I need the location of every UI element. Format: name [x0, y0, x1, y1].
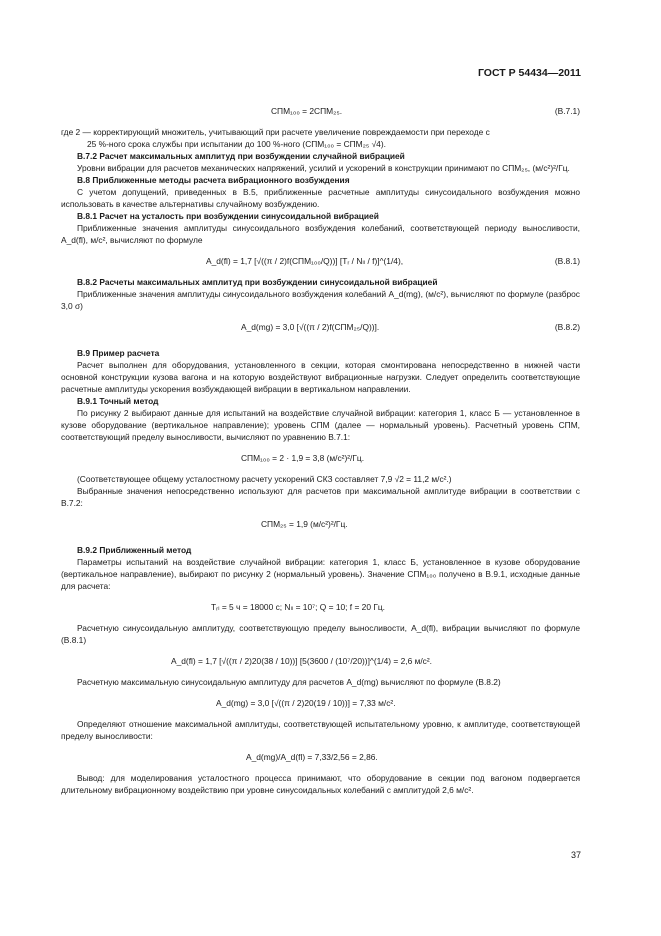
formula-b82: [61, 315, 580, 339]
section-note-b91: (Соответствующее общему усталостному расчету ускорений СКЗ составляет 7,9 √2 = 11,2 м/с².): [77, 474, 452, 484]
formula-b71: [61, 99, 580, 123]
formula-b81-number: (В.8.1): [554, 256, 580, 266]
section-heading-b9: В.9 Пример расчета: [77, 348, 160, 358]
document-code: ГОСТ Р 54434—2011: [477, 67, 581, 79]
section-text-b8: С учетом допущений, приведенных в В.5, приближенные расчетные амплитуды синусоидального возбуждения можно использовать в качестве альтернативы случайному возбуждению.: [61, 187, 580, 209]
section-text-b92: Параметры испытаний на воздействие случайной вибрации: категория 1, класс Б, установленное в кузове оборудование (вертикальное направление), выбирают по рисунку 2 (нормальный уровень). Значение СПМ₁₀₀ получено в В.9.1, исходные данные для расчета:: [61, 557, 580, 591]
section-text4-b92: Определяют отношение максимальной амплитуды, соответствующей испытательному уровню, к амплитуде, соответствующей пределу выносливости:: [61, 719, 580, 741]
section-text-b72: Уровни вибрации для расчетов механических напряжений, усилий и ускорений в конструкции принимают по СПМ₂₅, (м/с²)²/Гц.: [77, 163, 570, 173]
where-line-1: где 2 — корректирующий множитель, учитывающий при расчете увеличение повреждаемости при переходе с: [61, 127, 490, 137]
section-conclusion-b92: Вывод: для моделирования усталостного процесса принимают, что оборудование в секции под вагоном подвергается длительному вибрационному воздействию при уровне синусоидальных колебаний с амплитудой 2,6 м/с².: [61, 773, 580, 795]
main-content: [61, 96, 580, 796]
formula-b92-params: [61, 595, 580, 619]
section-text-b82: Приближенные значения амплитуды синусоидального возбуждения колебаний A_d(mg), (м/с²), вычисляют по формуле (разброс 3,0 σ): [61, 289, 580, 311]
formula-b82-number: (В.8.2): [554, 322, 580, 332]
section-heading-b82: В.8.2 Расчеты максимальных амплитуд при возбуждении синусоидальной вибрацией: [77, 277, 438, 287]
formula-b91-2-text: СПМ₂₅ = 1,9 (м/с²)²/Гц.: [261, 519, 348, 529]
formula-b92-params-text: Tᵣₗ = 5 ч = 18000 с; Nₗₗ = 10⁷; Q = 10; f = 20 Гц.: [211, 602, 385, 612]
formula-b91-text: СПМ₁₀₀ = 2 · 1,9 = 3,8 (м/с²)²/Гц.: [241, 453, 365, 463]
formula-b92-3: [61, 745, 580, 769]
section-text-b91: По рисунку 2 выбирают данные для испытаний на воздействие случайной вибрации: категория 1, класс Б — установленное в кузове оборудование (вертикальное направление); уровень СПМ (далее — нормальный уровень). Расчетный уровень СПМ, соответствующий пределу выносливости, вычисляют по уравнению В.7.1:: [61, 408, 580, 442]
formula-b92-2-text: A_d(mg) = 3,0 [√((π / 2)20(19 / 10))] = 7,33 м/с².: [216, 698, 396, 708]
section-heading-b81: В.8.1 Расчет на усталость при возбуждении синусоидальной вибрацией: [77, 211, 379, 221]
formula-b92-1: [61, 649, 580, 673]
formula-b81-text: A_d(fl) = 1,7 [√((π / 2)f(СПМ₁₀₀/Q))] [Tᵣ / Nₗₗ / f)]^(1/4),: [206, 256, 404, 266]
formula-b82-text: A_d(mg) = 3,0 [√((π / 2)f(СПМ₂₅/Q))].: [241, 322, 380, 332]
section-heading-b92: В.9.2 Приближенный метод: [77, 545, 192, 555]
where-line-2: 25 %-ного срока службы при испытании до 100 %-ного (СПМ₁₀₀ = СПМ₂₅ √4).: [87, 139, 386, 149]
section-text-b81: Приближенные значения амплитуды синусоидального возбуждения колебаний, соответствующей периоду выносливости, A_d(fl), м/с², вычисляют по формуле: [61, 223, 580, 245]
formula-b92-1-text: A_d(fl) = 1,7 [√((π / 2)20(38 / 10))] [5(3600 / (10⁷/20))]^(1/4) = 2,6 м/с².: [171, 656, 432, 666]
section-text2-b92: Расчетную синусоидальную амплитуду, соответствующую пределу выносливости, A_d(fl), вибрации вычисляют по формуле (В.8.1): [61, 623, 580, 645]
section-heading-b72: В.7.2 Расчет максимальных амплитуд при возбуждении случайной вибрацией: [77, 151, 405, 161]
section-heading-b91: В.9.1 Точный метод: [77, 396, 159, 406]
formula-b91-2: [61, 512, 580, 536]
formula-b92-3-text: A_d(mg)/A_d(fl) = 7,33/2,56 = 2,86.: [246, 752, 378, 762]
formula-b81: [61, 249, 580, 273]
section-text3-b92: Расчетную максимальную синусоидальную амплитуду для расчетов A_d(mg) вычисляют по формуле (В.8.2): [77, 677, 501, 687]
section-text-b9: Расчет выполнен для оборудования, установленного в секции, которая смонтирована непосредственно в нижней части основной конструкции кузова вагона и на которую воздействуют вибрационные нагрузки. Следует определить соответствующие расчетные амплитуды ускорения возбуждающей вибрации в вертикальном направлении.: [61, 360, 580, 394]
formula-b91: [61, 446, 580, 470]
section-heading-b8: В.8 Приближенные методы расчета вибрационного возбуждения: [77, 175, 350, 185]
formula-b71-text: СПМ₁₀₀ = 2СПМ₂₅.: [271, 106, 343, 116]
section-text2-b91: Выбранные значения непосредственно используют для расчетов при максимальной амплитуде вибрации в соответствии с В.7.2:: [61, 486, 580, 508]
formula-b71-number: (В.7.1): [554, 106, 580, 116]
formula-b92-2: [61, 691, 580, 715]
page-number: 37: [570, 850, 581, 860]
